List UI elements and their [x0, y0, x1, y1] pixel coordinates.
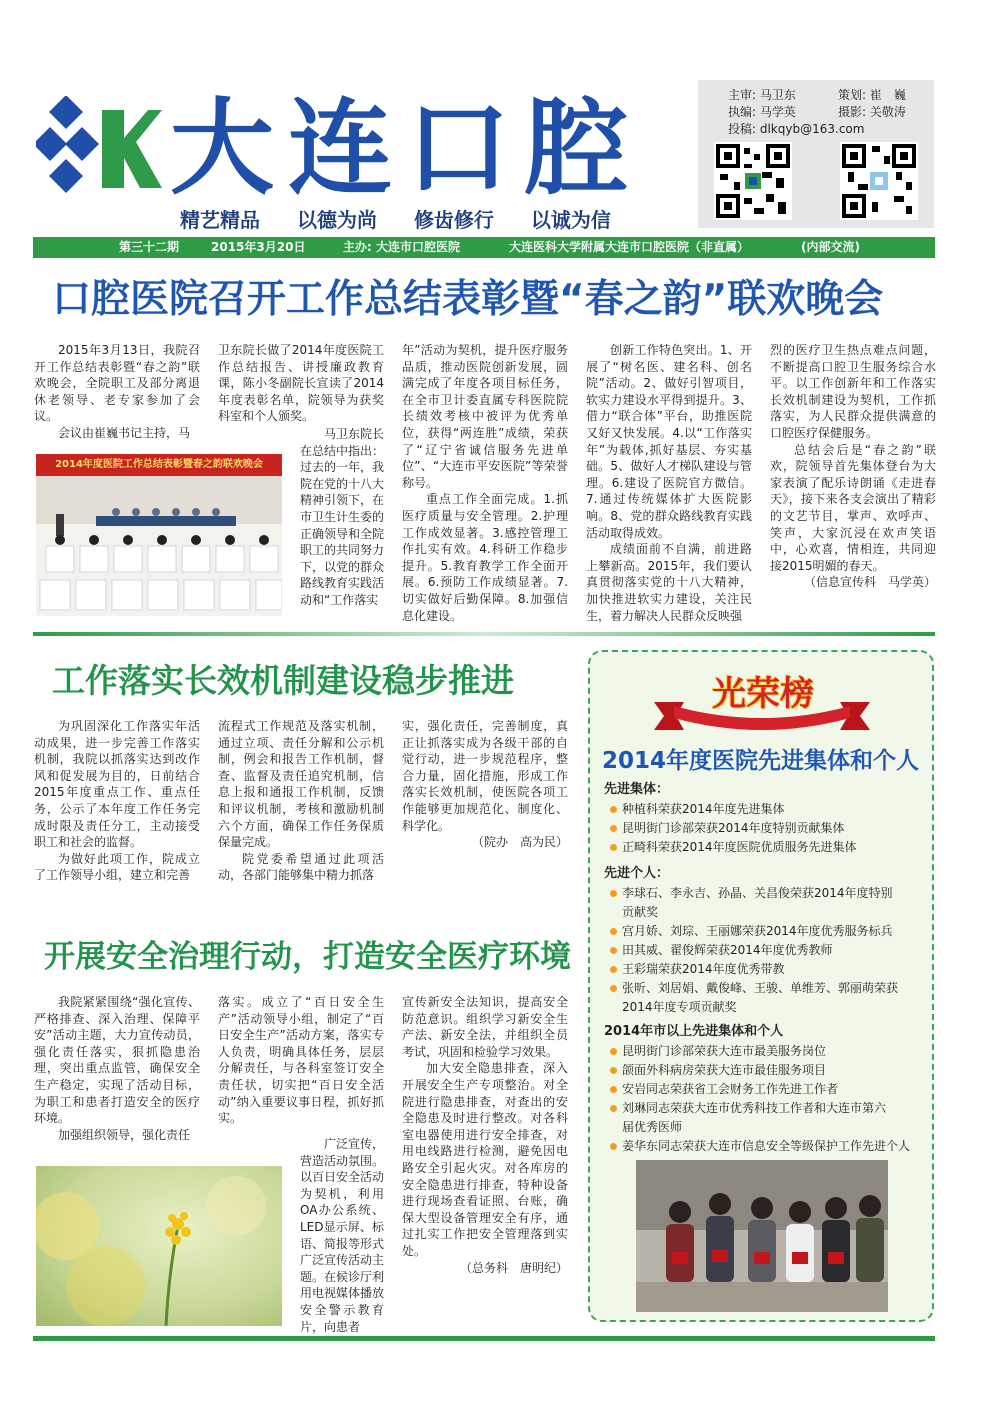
slogan-1: 精艺精品 [180, 208, 260, 232]
article1-col2b [300, 426, 384, 609]
honor-section-individual [604, 864, 904, 1017]
hospital-logo-icon [36, 96, 164, 200]
paragraph: 加强组织领导，强化责任 [58, 1127, 191, 1142]
paragraph: 宣传新安全法知识，提高安全防范意识。组织学习新安全生产法、新安全法，并组织全员考试，巩固和检验学习效果。 [402, 995, 568, 1059]
article3-title: 开展安全治理行动，打造安全医疗环境 [44, 939, 571, 975]
honor-item: 种植科荣获2014年度先进集体 [604, 800, 926, 819]
byline: （信息宣传科 马学英） [803, 575, 936, 590]
article3-col3 [402, 994, 568, 1276]
honor-item: 宫月娇、刘琮、王丽娜荣获2014年度优秀服务标兵 [604, 922, 904, 941]
honor-section-collective [604, 780, 926, 857]
paragraph: 年”活动为契机，提升医疗服务品质，推动医院创新发展，圆满完成了年度各项目标任务，在全市卫计委直属专科医院院长绩效考核中被评为优秀单位，获得“两连胜”成绩，荣获了“辽宁省诚信服务先进单位”、“大连市平安医院”等荣誉称号。 [402, 343, 568, 490]
paragraph: 创新工作特色突出。1、开展了“树名医、建名科、创名院”活动。2、做好引智项目，软实力建设水平得到提升。3、借力“联合体”平台，助推医院又好又快发展。4.以“工作落实年”为载体,抓好基层、夯实基础。5、做好人才梯队建设与管理。6.建设了医院官方微信。7.通过传统媒体扩大医院影响。8、党的群众路线教育实践活动取得成效。 [586, 343, 752, 540]
meeting-scene-icon [36, 476, 282, 616]
paragraph: 卫东院长做了2014年度医院工作总结报告、讲授廉政教育课，陈小冬副院长宣读了2014年度表彰名单，院领导为获奖科室和个人颁奖。 [218, 343, 384, 424]
article2-col1 [34, 718, 200, 884]
paragraph: 烈的医疗卫生热点难点问题，不断提高口腔卫生服务综合水平。以工作创新年和工作落实长效机制建设为契机，工作抓落实，为人民群众提供满意的口腔医疗保健服务。 [770, 343, 936, 440]
masthead [0, 0, 1000, 240]
article3-col1 [34, 994, 200, 1143]
meeting-banner: 2014年度医院工作总结表彰暨春之韵联欢晚会 [36, 454, 282, 476]
honor-item: 刘琳同志荣获大连市优秀科技工作者和大连市第六届优秀医师 [604, 1099, 926, 1137]
slogan-4: 以诚为信 [530, 208, 611, 232]
paragraph: 实，强化责任，完善制度，真正让抓落实成为各级干部的自觉行动，进一步规范程序，整合力量，固化措施，形成工作落实长效机制，使医院各项工作能够更加规范化、制度化、科学化。 [402, 719, 568, 833]
issue-info-bar [33, 237, 935, 258]
article1-title: 口腔医院召开工作总结表彰暨“春之韵”联欢晚会 [52, 277, 884, 322]
qr-code-icon[interactable] [840, 142, 918, 220]
qr-code-icon[interactable] [714, 142, 792, 220]
article1-col2a [218, 342, 384, 425]
award-photo [636, 1160, 888, 1312]
honor-item: 张昕、刘居娟、戴俊峰、王骏、单维芳、郭丽萌荣获2014年度专项贡献奖 [604, 979, 904, 1017]
distribution-note: (内部交流) [801, 240, 860, 254]
honor-item: 姜华东同志荣获大连市信息安全等级保护工作先进个人 [604, 1137, 926, 1156]
article2-col3 [402, 718, 568, 851]
honor-item: 田其威、翟俊辉荣获2014年度优秀教师 [604, 941, 904, 960]
paragraph: 会议由崔巍书记主持，马 [58, 425, 191, 440]
article1-col3 [402, 342, 568, 624]
paragraph: 马卫东院长在总结中指出：过去的一年，我院在党的十八大精神引领下，在市卫生计生委的正确领导和全院职工的共同努力下，以党的群众路线教育实践活动和“工作落实 [300, 427, 385, 607]
honor-item: 颌面外科病房荣获大连市最佳服务项目 [604, 1061, 926, 1080]
slogan-2: 以德为尚 [296, 208, 377, 232]
honor-item: 昆明街门诊部荣获大连市最美服务岗位 [604, 1042, 926, 1061]
article3-col2a [218, 994, 384, 1127]
issue-number: 第三十二期 [119, 240, 180, 254]
honor-item: 安岩同志荣获省工会财务工作先进工作者 [604, 1080, 926, 1099]
section-title: 先进集体： [604, 782, 670, 797]
slogans [180, 204, 611, 233]
paragraph: 2015年3月13日，我院召开工作总结表彰暨“春之韵”联欢晚会，全院职工及部分离退休老领导、老专家参加了会议。 [34, 343, 200, 424]
paragraph: 广泛宣传，营造活动氛围。以百日安全活动为契机，利用OA办公系统、LED显示屏、标语、简报等形式广泛宣传活动主题。在候诊厅利用电视媒体播放安全警示教育片，向患者 [300, 1137, 385, 1334]
paragraph: 落实。成立了“百日安全生产”活动领导小组，制定了“百日安全生产”活动方案，落实专人负责，明确具体任务，层层分解责任，与各科室签订安全责任状，切实把“百日安全活动”纳入重要议事日程，抓好抓实。 [218, 995, 384, 1126]
paragraph: 总结会后是“春之韵”联欢，院领导首先集体登台为大家表演了配乐诗朗诵《走进春天》，接下来各支会演出了精彩的文艺节目，掌声、欢呼声、笑声，大家沉浸在欢声笑语中，心欢喜，情相连，共同迎接2015明媚的春天。 [770, 442, 936, 573]
article2-col2 [218, 718, 384, 884]
staff-planner: 策划: 崔 巍 [838, 88, 906, 102]
article2-title: 工作落实长效机制建设稳步推进 [52, 661, 514, 700]
honor-item: 李球石、李永吉、孙晶、关昌俊荣获2014年度特别贡献奖 [604, 884, 904, 922]
section-title: 先进个人： [604, 866, 670, 881]
honor-item: 王彩瑞荣获2014年度优秀带教 [604, 960, 904, 979]
slogan-3: 修齿修行 [413, 208, 494, 232]
staff-photo: 摄影: 关敬涛 [838, 105, 906, 119]
honor-banner-text: 光荣榜 [712, 674, 814, 714]
paragraph: 为巩固深化工作落实年活动成果，进一步完善工作落实机制，我院以抓落实达到改作风和促发展为目的，日前结合2015年度重点工作、重点任务，公示了本年度工作任务完成时限及责任分工，主动接受职工和社会的监督。 [34, 719, 200, 850]
section-divider [33, 632, 935, 636]
paragraph: 成绩面前不自满，前进路上攀新高。2015年，我们要认真贯彻落实党的十八大精神，加快推进软实力建设，关注民生，着力解决人民群众反映强 [586, 542, 752, 623]
article1-col5 [770, 342, 936, 591]
section-title: 2014年市以上先进集体和个人 [604, 1024, 784, 1039]
byline: （院办 高为民） [471, 835, 568, 850]
paragraph: 院党委希望通过此项活动，各部门能够集中精力抓落 [218, 851, 384, 883]
staff-editor: 执编: 马学英 [728, 105, 796, 119]
staff-chief: 主审: 马卫东 [728, 88, 796, 102]
paragraph: 加大安全隐患排查，深入开展安全生产专项整治。对全院进行隐患排查，对查出的安全隐患及时进行整改。对各科室电器使用进行安全排查，对用电线路进行检测，避免因电路安全引起火灾。对各库房的安全隐患进行排查，特种设备进行现场查看证照、台账，确保大型设备管理安全有序，通过扎实工作把安全管理落到实处。 [402, 1061, 568, 1258]
paragraph: 重点工作全面完成。1.抓医疗质量与安全管理。2.护理工作成效显著。3.感控管理工作扎实有效。4.科研工作稳步提升。5.教育教学工作全面开展。6.预防工作成绩显著。7.切实做好后勤保障。8.加强信息化建设。 [402, 492, 568, 623]
honor-board [588, 650, 934, 1322]
paragraph: 流程式工作规范及落实机制，通过立项、责任分解和公示机制，例会和报告工作机制，督查、监督及责任追究机制，信息上报和通报工作机制，反馈和评议机制，考核和激励机制六个方面，确保工作任务保质保量完成。 [218, 719, 384, 850]
article1-col4 [586, 342, 752, 624]
staff-contribute: 投稿: dlkqyb@163.com [728, 122, 865, 136]
affiliation: 大连医科大学附属大连市口腔医院（非直属） [509, 240, 750, 254]
sponsor: 主办: 大连市口腔医院 [343, 240, 460, 254]
honor-title: 2014年度医院先进集体和个人 [602, 748, 920, 774]
flower-photo [36, 1166, 282, 1326]
bottom-rule [33, 1336, 935, 1341]
article1-col1 [34, 342, 200, 442]
rapeseed-flower-image [36, 1166, 282, 1326]
staff-box [698, 80, 934, 228]
masthead-title: 大连口腔 [170, 86, 643, 209]
paragraph: 为做好此项工作，院成立了工作领导小组，建立和完善 [34, 851, 200, 883]
paragraph: 我院紧紧围绕“强化宣传、严格排查、深入治理、保障平安”活动主题，大力宣传动员，强化责任落实，狠抓隐患治理，突出重点监管，确保安全生产稳定，实现了活动目标，为职工和患者打造安全的医疗环境。 [34, 995, 200, 1126]
honor-item: 昆明街门诊部荣获2014年度特别贡献集体 [604, 819, 926, 838]
byline: （总务科 唐明纪） [459, 1260, 568, 1275]
honor-item: 正畸科荣获2014年度医院优质服务先进集体 [604, 838, 926, 857]
meeting-photo [36, 454, 282, 616]
article3-col2b [300, 1136, 384, 1335]
honor-section-city [604, 1022, 926, 1156]
issue-date: 2015年3月20日 [211, 240, 306, 254]
